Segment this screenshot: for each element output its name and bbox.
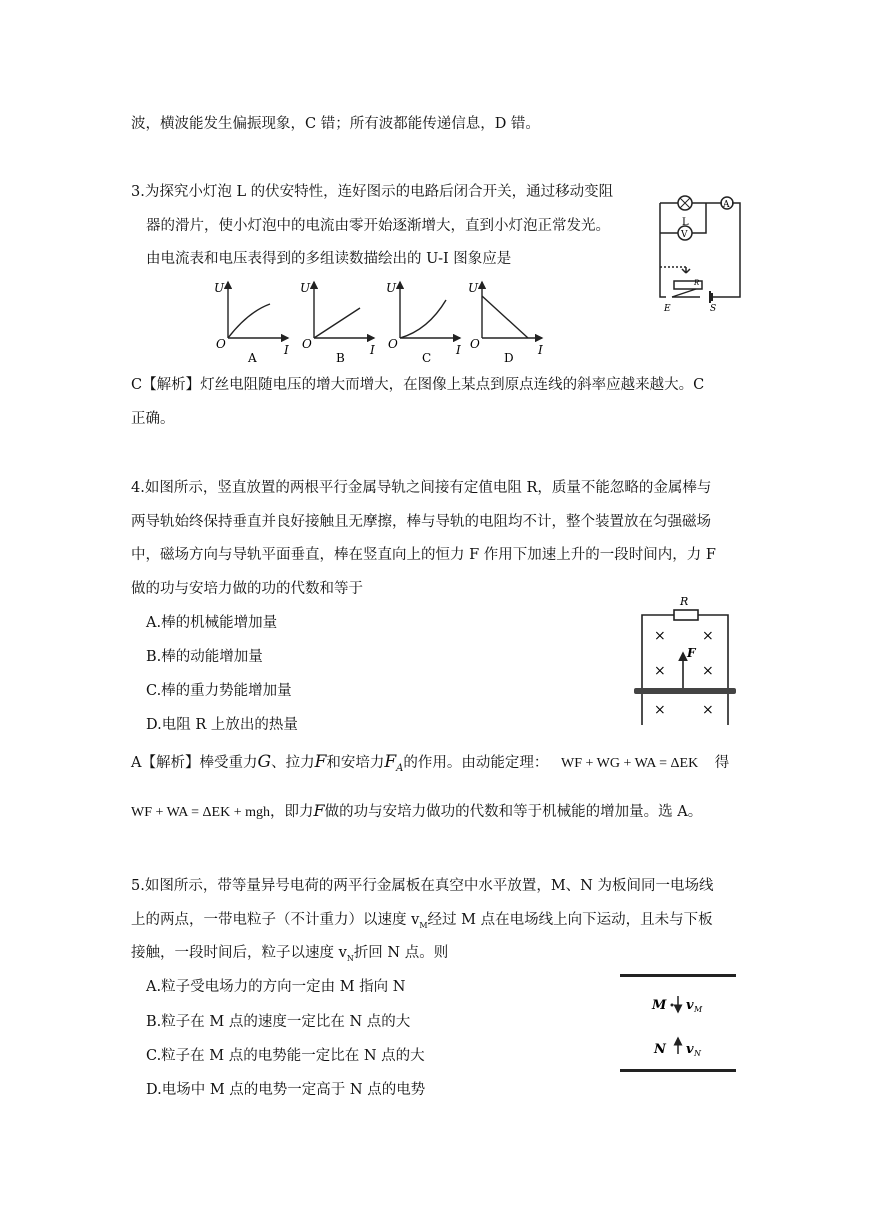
field-cross: ×: [654, 702, 666, 718]
option-a: A.棒的机械能增加量: [146, 615, 278, 631]
field-cross: ×: [654, 628, 666, 644]
curve-c: [400, 300, 446, 338]
curve-b: [314, 308, 360, 338]
question-5-line: [131, 911, 713, 935]
point-m-label: M: [652, 998, 667, 1013]
option-b: B.粒子在 M 点的速度一定比在 N 点的大: [146, 1014, 411, 1030]
question-4-line: 做的功与安培力做的功的代数和等于: [131, 581, 363, 597]
question-4-line: 4.如图所示，竖直放置的两根平行金属导轨之间接有定值电阻 R，质量不能忽略的金属棒与: [131, 480, 712, 496]
curve-d: [482, 296, 528, 338]
option-c: C.棒的重力势能增加量: [146, 683, 292, 699]
graph-label-d: D: [504, 351, 514, 365]
origin-label: O: [388, 337, 398, 351]
ui-graphs: [210, 276, 550, 366]
option-a: A.粒子受电场力的方向一定由 M 指向 N: [146, 979, 406, 995]
axis-u-label: U: [300, 281, 311, 295]
rheostat-label: R: [694, 279, 700, 287]
answer-text: 的作用。由动能定理：: [403, 755, 549, 771]
axis-u-label: U: [468, 281, 479, 295]
subscript: M: [419, 920, 428, 930]
point-n-label: N: [654, 1042, 666, 1057]
answer-text: A【解析】棒受重力: [131, 755, 258, 771]
answer-3-line: C【解析】灯丝电阻随电压的增大而增大，在图像上某点到原点连线的斜率应越来越大。C: [131, 377, 705, 393]
lamp-label: L: [682, 217, 689, 228]
question-5-line: 5.如图所示，带等量异号电荷的两平行金属板在真空中水平放置，M、N 为板间同一电场线: [131, 878, 714, 894]
switch-symbol: [672, 289, 696, 297]
question-4-line: 两导轨始终保持垂直并良好接触且无摩擦，棒与导轨的电阻均不计，整个装置放在匀强磁场: [131, 514, 711, 530]
answer-text: 做的功与安培力做功的代数和等于机械能的增加量。选 A。: [324, 804, 703, 820]
equation-2: WF + WA = ΔEK + mgh: [131, 805, 270, 820]
question-3-line: 由电流表和电压表得到的多组读数描绘出的 U-I 图象应是: [146, 251, 512, 267]
axis-u-label: U: [214, 281, 225, 295]
origin-label: O: [470, 337, 480, 351]
question-4-line: 中，磁场方向与导轨平面垂直，棒在竖直向上的恒力 F 作用下加速上升的一段时间内，力 F: [131, 547, 716, 563]
axis-i-label: I: [538, 343, 543, 357]
rail-figure: [632, 593, 738, 725]
answer-4-line: [131, 753, 729, 778]
option-c: C.粒子在 M 点的电势能一定比在 N 点的大: [146, 1048, 425, 1064]
circuit-diagram: [652, 185, 748, 315]
upper-plate: [620, 974, 736, 977]
symbol-g: G: [257, 752, 272, 772]
resistor-symbol: [674, 610, 698, 620]
voltmeter-label: V: [681, 230, 688, 240]
origin-label: O: [302, 337, 312, 351]
text-line: 波，横波能发生偏振现象，C 错；所有波都能传递信息，D 错。: [131, 116, 540, 132]
question-text: 接触，一段时间后，粒子以速度 v: [131, 945, 347, 961]
velocity-n-label: v: [686, 1042, 694, 1057]
option-d: D.电场中 M 点的电势一定高于 N 点的电势: [146, 1082, 426, 1098]
question-3-line: 器的滑片，使小灯泡中的电流由零开始逐渐增大，直到小灯泡正常发光。: [146, 218, 610, 234]
curve-a: [228, 304, 270, 338]
answer-text: 得: [714, 755, 730, 771]
velocity-n-sub: N: [694, 1049, 701, 1058]
symbol-fa-sub: A: [396, 762, 404, 774]
symbol-f: F: [313, 801, 325, 820]
option-b: B.棒的动能增加量: [146, 649, 263, 665]
axis-i-label: I: [370, 343, 375, 357]
ammeter-label: A: [723, 200, 730, 210]
axis-u-label: U: [386, 281, 397, 295]
answer-4-line: [131, 802, 702, 822]
subscript: N: [346, 953, 354, 963]
question-5-line: [131, 944, 448, 968]
symbol-f: F: [314, 752, 327, 772]
field-cross: ×: [702, 702, 714, 718]
field-cross: ×: [654, 663, 666, 679]
field-cross: ×: [702, 663, 714, 679]
battery-label: E: [664, 304, 671, 314]
answer-text: ，即力: [270, 804, 314, 820]
option-d: D.电阻 R 上放出的热量: [146, 717, 298, 733]
field-cross: ×: [702, 628, 714, 644]
equation-1: WF + WG + WA = ΔEK: [561, 756, 699, 771]
answer-3-line: 正确。: [131, 411, 175, 427]
graph-label-a: A: [248, 351, 257, 365]
resistor-label: R: [680, 595, 689, 608]
origin-label: O: [216, 337, 226, 351]
velocity-m-sub: M: [694, 1005, 703, 1014]
force-label: F: [687, 646, 696, 660]
axis-i-label: I: [456, 343, 461, 357]
question-3-line: 3.为探究小灯泡 L 的伏安特性，连好图示的电路后闭合开关，通过移动变阻: [131, 184, 614, 200]
graph-label-b: B: [336, 351, 345, 365]
question-text: 上的两点，一带电粒子（不计重力）以速度 v: [131, 912, 420, 928]
plates-figure: [620, 970, 736, 1076]
axis-i-label: I: [284, 343, 289, 357]
switch-label: S: [710, 304, 717, 314]
answer-text: 和安培力: [326, 755, 385, 771]
symbol-fa: F: [384, 752, 397, 772]
answer-text: 、拉力: [271, 755, 315, 771]
metal-rod: [634, 688, 736, 694]
question-text: 经过 M 点在电场线上向下运动，且未与下板: [427, 912, 713, 928]
question-text: 折回 N 点。则: [353, 945, 449, 961]
graph-label-c: C: [422, 351, 432, 365]
velocity-m-label: v: [686, 998, 694, 1013]
lower-plate: [620, 1069, 736, 1072]
